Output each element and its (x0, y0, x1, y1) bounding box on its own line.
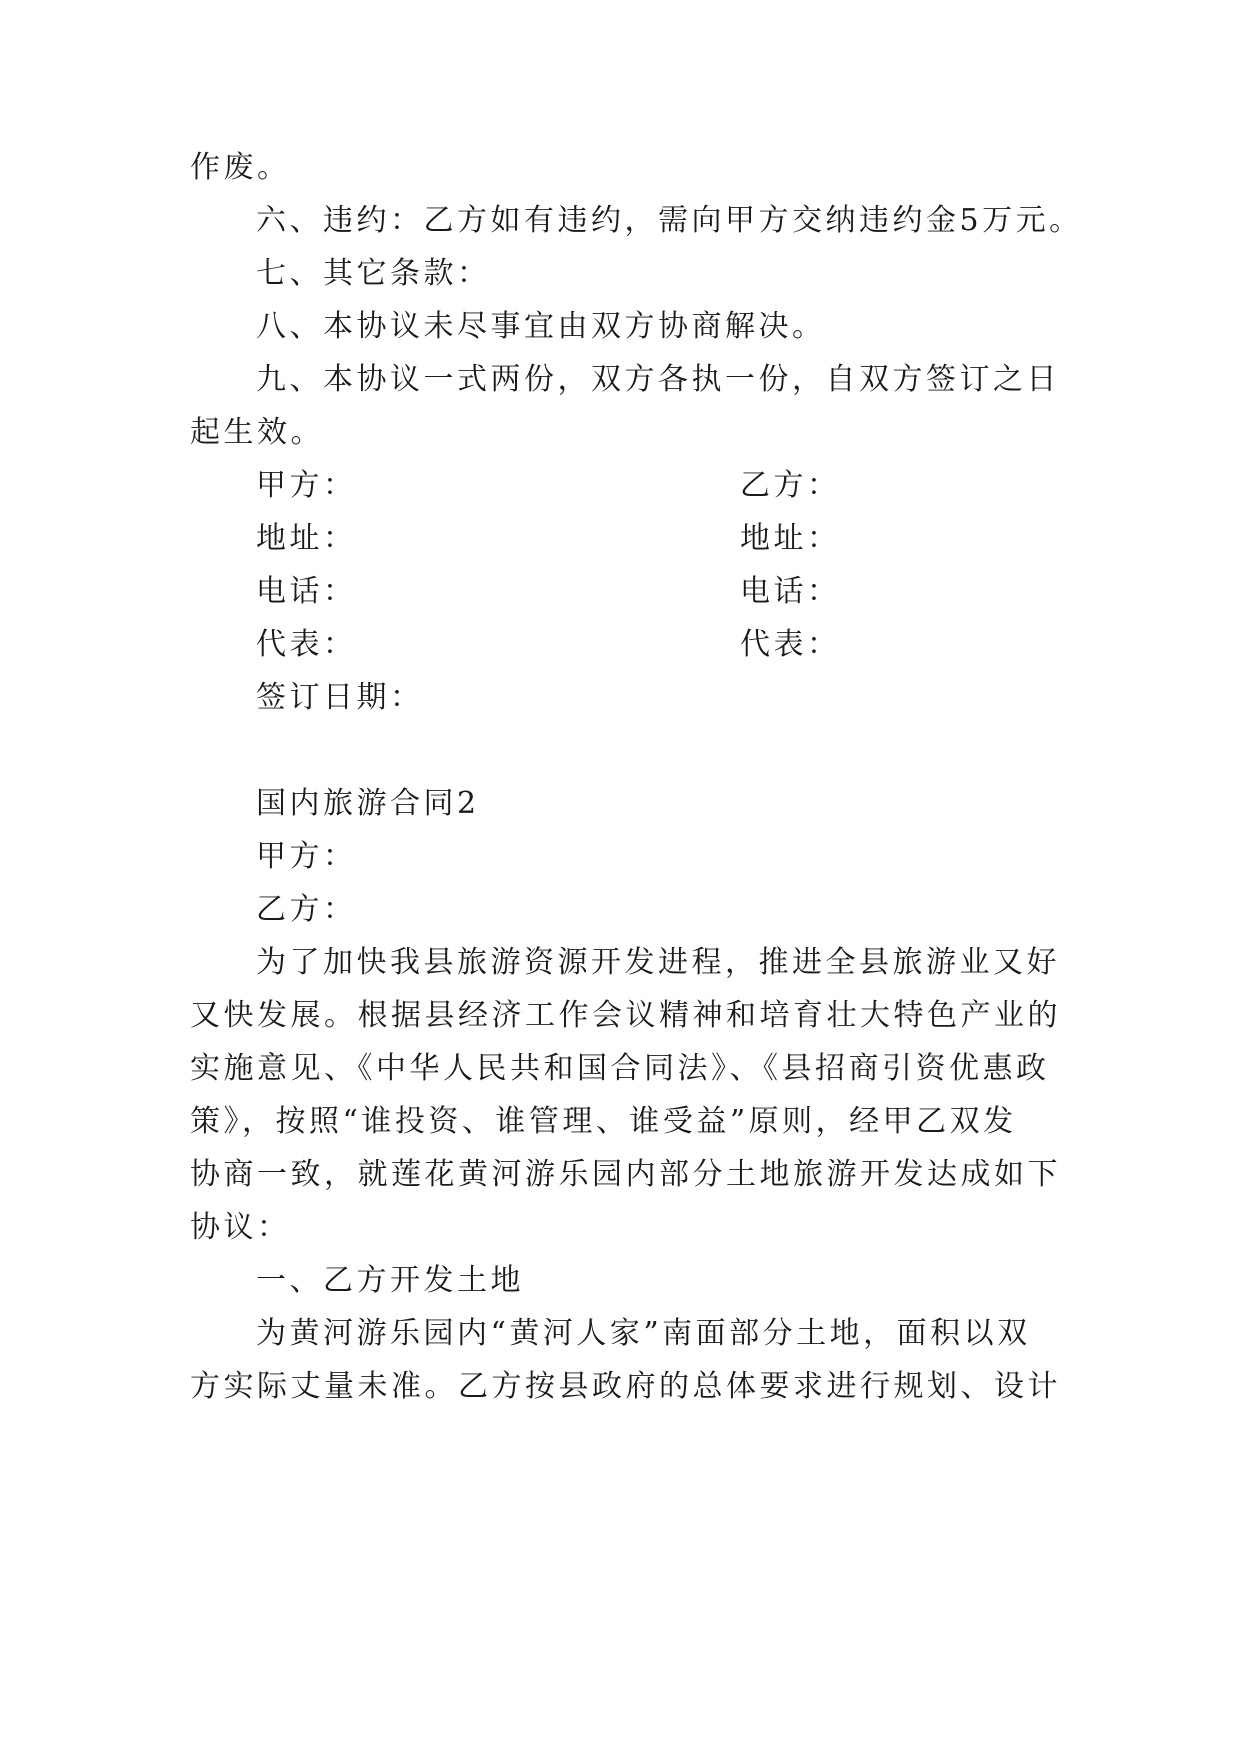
address-b-label: 地址： (740, 521, 841, 556)
representative-b-label: 代表： (740, 627, 841, 662)
preamble-line: 策》，按照“谁投资、谁管理、谁受益”原则，经甲乙双发 (190, 1104, 1017, 1139)
preamble-line: 协商一致，就莲花黄河游乐园内部分土地旅游开发达成如下 (190, 1157, 1061, 1192)
contract-2-party-a: 甲方： (256, 839, 357, 874)
party-a-label: 甲方： (256, 468, 357, 503)
section-1-line: 为黄河游乐园内“黄河人家”南面部分土地，面积以双 (256, 1316, 1031, 1351)
section-1-line: 方实际丈量未准。乙方按县政府的总体要求进行规划、设计 (190, 1369, 1061, 1404)
text-line: 作废。 (190, 150, 291, 185)
address-a-label: 地址： (256, 521, 357, 556)
phone-b-label: 电话： (740, 574, 841, 609)
party-b-label: 乙方： (740, 468, 841, 503)
preamble-line: 为了加快我县旅游资源开发进程，推进全县旅游业又好 (256, 945, 1060, 980)
clause-other-terms: 七、其它条款： (256, 256, 491, 291)
preamble-line: 实施意见、《中华人民共和国合同法》、《县招商引资优惠政 (190, 1051, 1050, 1086)
clause-unresolved-matters: 八、本协议未尽事宜由双方协商解决。 (256, 309, 826, 344)
section-1-title: 一、乙方开发土地 (256, 1263, 524, 1298)
contract-2-title: 国内旅游合同2 (256, 786, 480, 821)
text-line: 起生效。 (190, 415, 324, 450)
sign-date-label: 签订日期： (256, 680, 424, 715)
clause-breach: 六、违约：乙方如有违约，需向甲方交纳违约金5万元。 (256, 203, 1083, 238)
contract-2-party-b: 乙方： (256, 892, 357, 927)
clause-copies: 九、本协议一式两份，双方各执一份，自双方签订之日 (256, 362, 1060, 397)
preamble-line: 又快发展。根据县经济工作会议精神和培育壮大特色产业的 (190, 998, 1061, 1033)
phone-a-label: 电话： (256, 574, 357, 609)
preamble-line: 协议： (190, 1210, 291, 1245)
representative-a-label: 代表： (256, 627, 357, 662)
